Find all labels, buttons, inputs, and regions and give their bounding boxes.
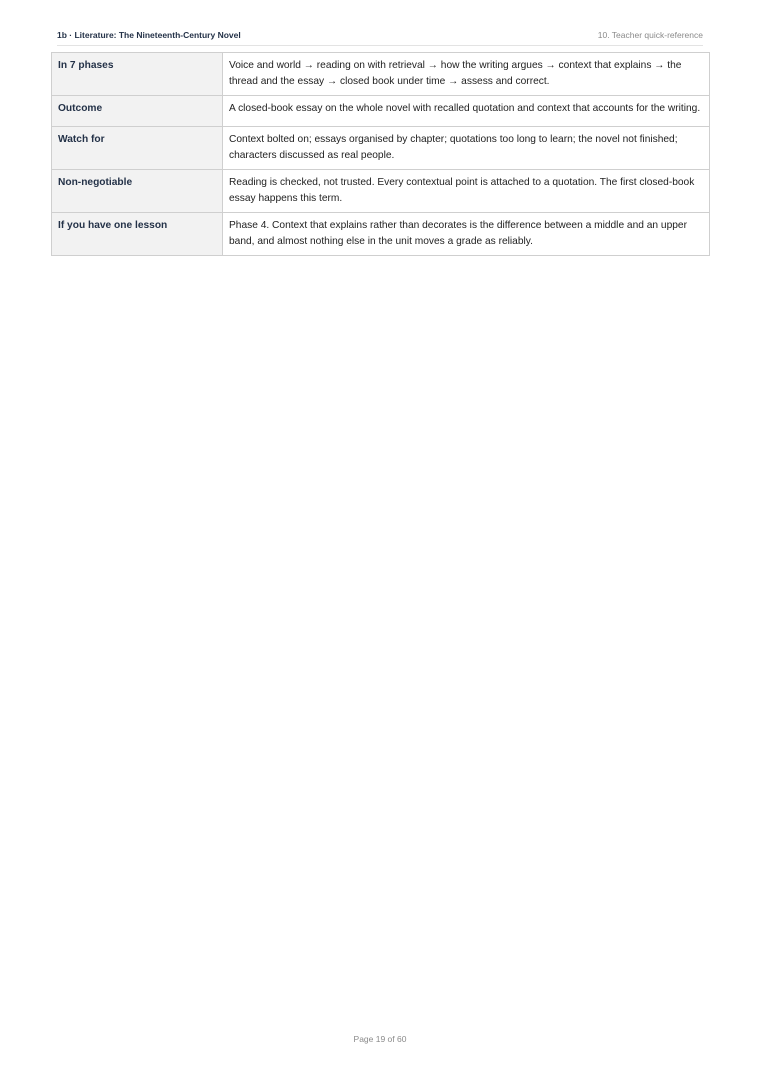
section-name: 10. Teacher quick-reference — [597, 30, 703, 40]
row-label: Watch for — [52, 127, 223, 170]
row-value: Phase 4. Context that explains rather than decorates is the difference between a middle and an upper band, and almost nothing else in the unit moves a grade as reliably. — [223, 213, 710, 256]
row-value: A closed-book essay on the whole novel with recalled quotation and context that accounts for the writing. — [223, 96, 710, 127]
quick-reference-table — [51, 52, 710, 256]
page-number: Page 19 of 60 — [353, 1034, 407, 1044]
table-row — [52, 213, 710, 256]
row-label: Non-negotiable — [52, 170, 223, 213]
row-label: If you have one lesson — [52, 213, 223, 256]
page-header — [57, 29, 703, 46]
table-row — [52, 53, 710, 96]
document-title: 1b · Literature: The Nineteenth-Century Novel — [57, 30, 241, 40]
table-row — [52, 96, 710, 127]
table-row — [52, 170, 710, 213]
row-value: Reading is checked, not trusted. Every contextual point is attached to a quotation. The first closed-book essay happens this term. — [223, 170, 710, 213]
table-row — [52, 127, 710, 170]
row-label: In 7 phases — [52, 53, 223, 96]
row-label: Outcome — [52, 96, 223, 127]
row-value: Voice and world → reading on with retrieval → how the writing argues → context that explains → the thread and the essay → closed book under time → assess and correct. — [223, 53, 710, 96]
row-value: Context bolted on; essays organised by chapter; quotations too long to learn; the novel not finished; characters discussed as real people. — [223, 127, 710, 170]
